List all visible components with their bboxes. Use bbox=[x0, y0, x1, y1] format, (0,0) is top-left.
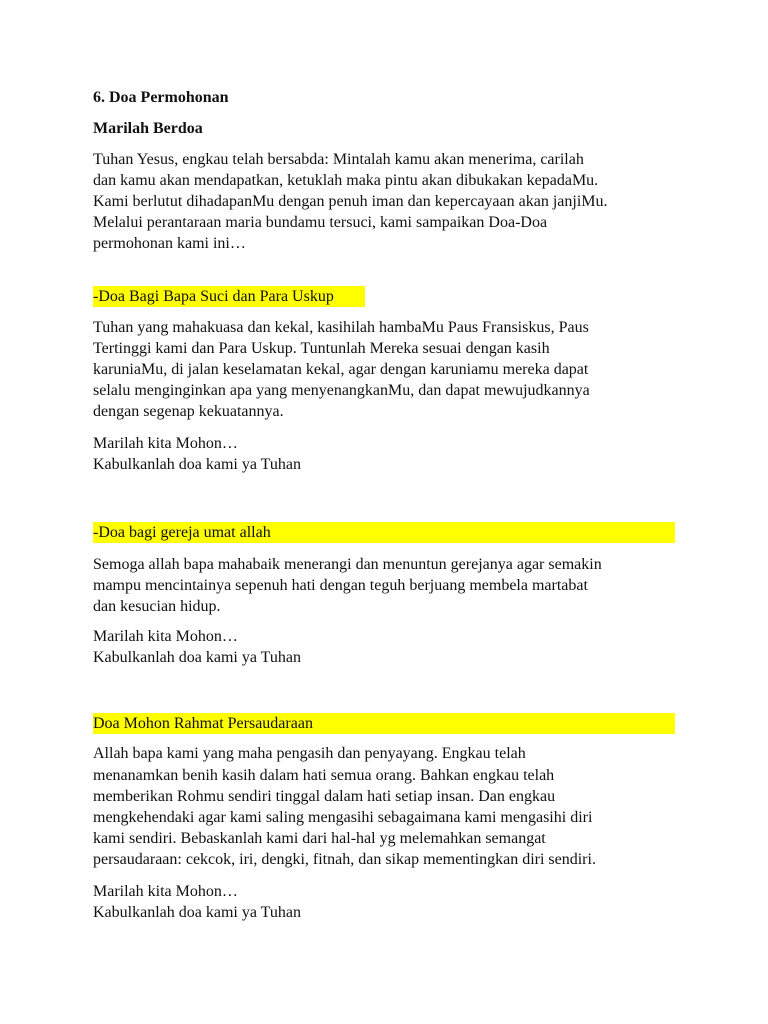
paragraph-line: permohonan kami ini… bbox=[93, 235, 246, 252]
paragraph-line: Allah bapa kami yang maha pengasih dan penyayang. Engkau telah bbox=[93, 745, 526, 762]
paragraph-line: dengan segenap kekuatannya. bbox=[93, 403, 284, 420]
paragraph-line: Kami berlutut dihadapanMu dengan penuh iman dan kepercayaan akan janjiMu. bbox=[93, 193, 608, 210]
paragraph-line: Tertinggi kami dan Para Uskup. Tuntunlah Mereka sesuai dengan kasih bbox=[93, 340, 550, 357]
prayer-heading: -Doa Bagi Bapa Suci dan Para Uskup bbox=[93, 288, 334, 305]
paragraph-line: Melalui perantaraan maria bundamu tersuci, kami sampaikan Doa-Doa bbox=[93, 214, 548, 231]
prayer-response: Kabulkanlah doa kami ya Tuhan bbox=[93, 904, 301, 921]
prayer-heading-highlight bbox=[93, 286, 365, 307]
paragraph-line: menanamkan benih kasih dalam hati semua orang. Bahkan engkau telah bbox=[93, 767, 555, 784]
prayer-response: Kabulkanlah doa kami ya Tuhan bbox=[93, 456, 301, 473]
section-title: 6. Doa Permohonan bbox=[93, 89, 229, 106]
paragraph-line: Tuhan yang mahakuasa dan kekal, kasihilah hambaMu Paus Fransiskus, Paus bbox=[93, 319, 589, 336]
paragraph-line: persaudaraan: cekcok, iri, dengki, fitnah, dan sikap mementingkan diri sendiri. bbox=[93, 851, 596, 868]
prayer-heading-highlight bbox=[93, 713, 675, 734]
prayer-heading: Doa Mohon Rahmat Persaudaraan bbox=[93, 715, 313, 732]
paragraph-line: Semoga allah bapa mahabaik menerangi dan menuntun gerejanya agar semakin bbox=[93, 556, 602, 573]
paragraph-line: mampu mencintainya sepenuh hati dengan teguh berjuang membela martabat bbox=[93, 577, 588, 594]
paragraph-line: mengkehendaki agar kami saling mengasihi sebagaimana kami mengasihi diri bbox=[93, 809, 593, 826]
prayer-response: Kabulkanlah doa kami ya Tuhan bbox=[93, 649, 301, 666]
prayer-call: Marilah kita Mohon… bbox=[93, 435, 238, 452]
paragraph-line: Tuhan Yesus, engkau telah bersabda: Mintalah kamu akan menerima, carilah bbox=[93, 151, 584, 168]
prayer-call: Marilah kita Mohon… bbox=[93, 883, 238, 900]
prayer-heading: -Doa bagi gereja umat allah bbox=[93, 524, 271, 541]
paragraph-line: karuniaMu, di jalan keselamatan kekal, agar dengan karuniamu mereka dapat bbox=[93, 361, 589, 378]
paragraph-line: kami sendiri. Bebaskanlah kami dari hal-hal yg melemahkan semangat bbox=[93, 830, 546, 847]
prayer-heading-highlight bbox=[93, 522, 675, 543]
prayer-call: Marilah kita Mohon… bbox=[93, 628, 238, 645]
paragraph-line: dan kesucian hidup. bbox=[93, 598, 221, 615]
paragraph-line: selalu menginginkan apa yang menyenangkanMu, dan dapat mewujudkannya bbox=[93, 382, 590, 399]
paragraph-line: dan kamu akan mendapatkan, ketuklah maka pintu akan dibukakan kepadaMu. bbox=[93, 172, 599, 189]
invitation-heading: Marilah Berdoa bbox=[93, 120, 203, 137]
paragraph-line: memberikan Rohmu sendiri tinggal dalam hati setiap insan. Dan engkau bbox=[93, 788, 556, 805]
